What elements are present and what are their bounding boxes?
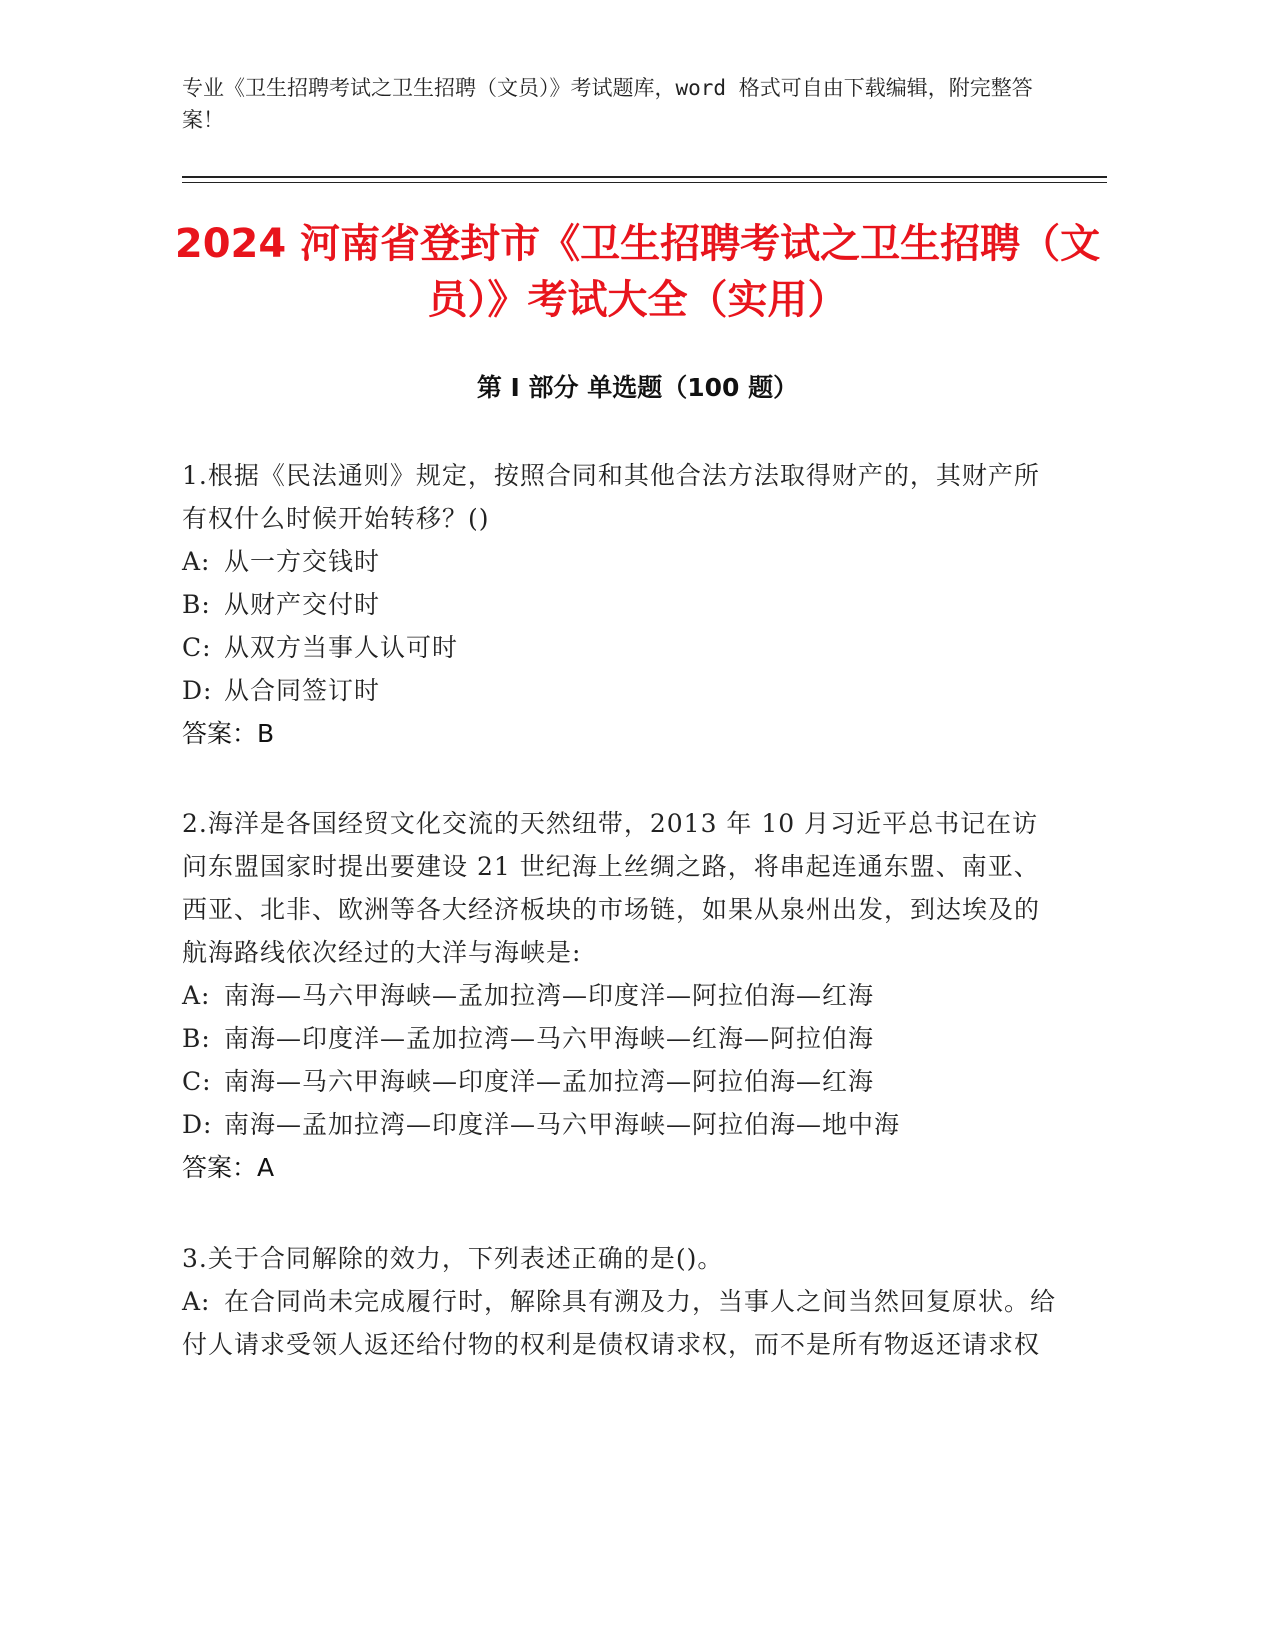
answer-value: B — [257, 719, 275, 748]
option-letter: D: — [182, 676, 213, 705]
option-c — [182, 1060, 1062, 1103]
question-1 — [182, 454, 1062, 755]
answer-line — [182, 1146, 1062, 1189]
option-text: 南海—孟加拉湾—印度洋—马六甲海峡—阿拉伯海—地中海 — [224, 1110, 901, 1139]
option-text: 从一方交钱时 — [224, 547, 381, 576]
option-text: 从财产交付时 — [224, 590, 381, 619]
option-a — [182, 540, 1062, 583]
question-3 — [182, 1237, 1062, 1366]
question-text: 3.关于合同解除的效力，下列表述正确的是()。 — [182, 1244, 724, 1273]
answer-line — [182, 712, 1062, 755]
option-text: 南海—马六甲海峡—印度洋—孟加拉湾—阿拉伯海—红海 — [224, 1067, 875, 1096]
option-letter: A: — [182, 981, 211, 1010]
header-divider-thick — [182, 176, 1107, 178]
option-a — [182, 974, 1062, 1017]
option-letter: C: — [182, 1067, 212, 1096]
header-note: 专业《卫生招聘考试之卫生招聘（文员）》考试题库，word 格式可自由下载编辑，附完整答案！ — [182, 76, 1033, 132]
option-c — [182, 626, 1062, 669]
answer-label: 答案： — [182, 719, 258, 748]
option-letter: C: — [182, 633, 212, 662]
option-text: 南海—印度洋—孟加拉湾—马六甲海峡—红海—阿拉伯海 — [224, 1024, 875, 1053]
option-d — [182, 669, 1062, 712]
question-2 — [182, 802, 1062, 1189]
option-b — [182, 583, 1062, 626]
question-text: 1.根据《民法通则》规定，按照合同和其他合法方法取得财产的，其财产所有权什么时候开始转移？() — [182, 461, 1040, 533]
option-letter: D: — [182, 1110, 213, 1139]
option-text: 在合同尚未完成履行时，解除具有溯及力，当事人之间当然回复原状。给付人请求受领人返还给付物的权利是债权请求权，而不是所有物返还请求权 — [182, 1287, 1057, 1359]
option-text: 南海—马六甲海峡—孟加拉湾—印度洋—阿拉伯海—红海 — [224, 981, 875, 1010]
option-letter: B: — [182, 590, 211, 619]
question-text: 2.海洋是各国经贸文化交流的天然纽带，2013 年 10 月习近平总书记在访问东盟国家时提出要建设 21 世纪海上丝绸之路，将串起连通东盟、南亚、西亚、北非、欧洲等各大经济板块的市场链，如果从泉州出发，到达埃及的航海路线依次经过的大洋与海峡是: — [182, 809, 1041, 967]
option-text: 从合同签订时 — [224, 676, 381, 705]
option-d — [182, 1103, 1062, 1146]
answer-value: A — [257, 1153, 275, 1182]
option-letter: A: — [182, 1287, 211, 1316]
section-title: 第 I 部分 单选题（100 题） — [476, 373, 799, 402]
header-divider-thin — [182, 182, 1107, 183]
option-b — [182, 1017, 1062, 1060]
option-letter: A: — [182, 547, 211, 576]
option-text: 从双方当事人认可时 — [224, 633, 459, 662]
option-letter: B: — [182, 1024, 211, 1053]
document-title: 2024 河南省登封市《卫生招聘考试之卫生招聘（文员）》考试大全（实用） — [174, 221, 1101, 323]
option-a — [182, 1280, 1062, 1366]
answer-label: 答案： — [182, 1153, 258, 1182]
